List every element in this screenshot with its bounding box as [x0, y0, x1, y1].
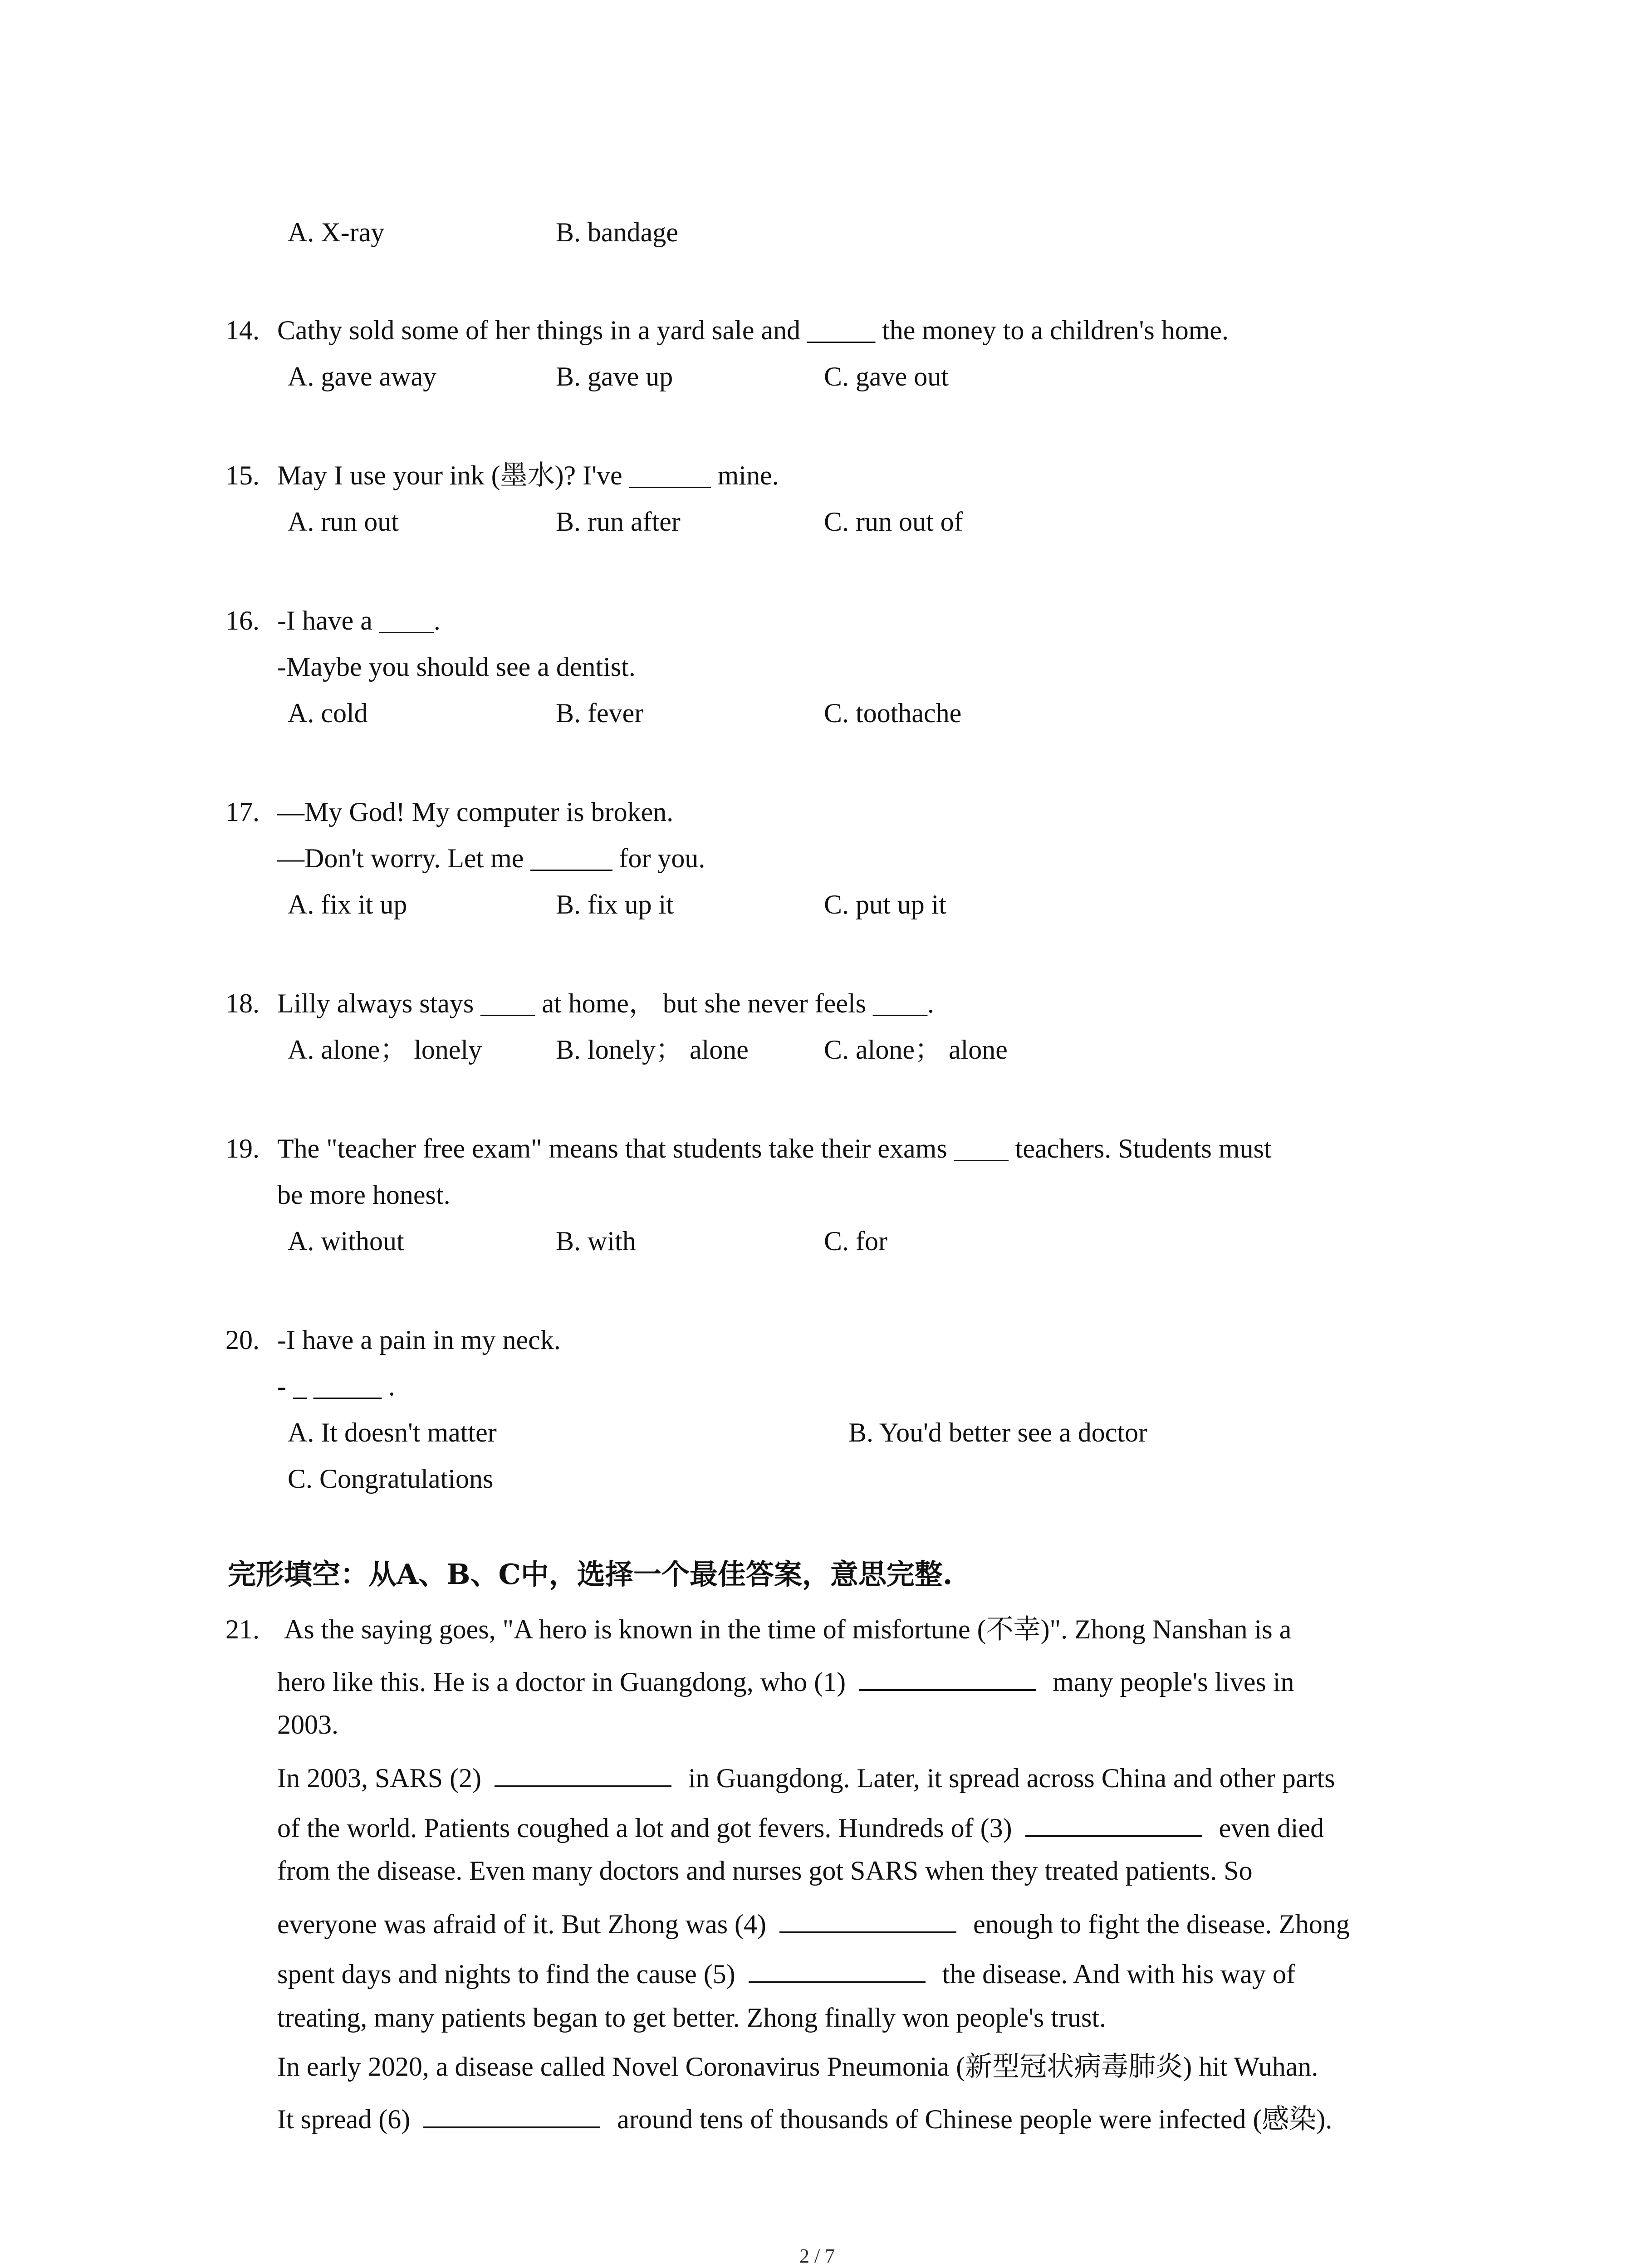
- q16-line-2: -Maybe you should see a dentist.: [277, 652, 636, 682]
- q19-option-a: A. without: [288, 1226, 404, 1256]
- q21-line-4: [277, 1762, 1335, 1792]
- q14-stem: Cathy sold some of her things in a yard sale and _____ the money to a children's home.: [277, 315, 1229, 345]
- q21-line-5-part-b: even died: [1219, 1813, 1324, 1843]
- q19-number: 19.: [225, 1134, 260, 1163]
- q21-line-10: In early 2020, a disease called Novel Coronavirus Pneumonia (新型冠状病毒肺炎) hit Wuhan.: [277, 2052, 1318, 2082]
- blank-1[interactable]: [859, 1666, 1036, 1691]
- q19-option-c: C. for: [824, 1226, 887, 1256]
- q21-line-11-part-a: It spread (6): [277, 2104, 411, 2134]
- q17-option-c: C. put up it: [824, 890, 947, 919]
- q21-line-8-part-a: spent days and nights to find the cause (5): [277, 1959, 735, 1989]
- q21-line-3: 2003.: [277, 1710, 338, 1740]
- q13-option-a: A. X-ray: [288, 217, 385, 247]
- blank-3[interactable]: [1025, 1812, 1202, 1837]
- q15-number: 15.: [225, 460, 260, 490]
- q15-option-a: A. run out: [288, 507, 399, 537]
- q21-line-4-part-a: In 2003, SARS (2): [277, 1763, 482, 1793]
- q21-line-7-part-a: everyone was afraid of it. But Zhong was (4): [277, 1909, 767, 1939]
- q21-line-7: [277, 1908, 1350, 1938]
- q16-line-1: -I have a ____.: [277, 606, 441, 635]
- blank-4[interactable]: [779, 1908, 956, 1933]
- q14-option-a: A. gave away: [288, 362, 437, 391]
- q21-line-7-part-b: enough to fight the disease. Zhong: [973, 1909, 1350, 1939]
- q18-option-b: B. lonely； alone: [556, 1035, 749, 1065]
- q21-number: 21.: [225, 1614, 260, 1644]
- q21-line-5-part-a: of the world. Patients coughed a lot and got fevers. Hundreds of (3): [277, 1813, 1012, 1843]
- blank-6[interactable]: [423, 2103, 600, 2128]
- q21-line-6: from the disease. Even many doctors and nurses got SARS when they treated patients. So: [277, 1856, 1253, 1886]
- q16-option-c: C. toothache: [824, 698, 962, 728]
- q17-option-a: A. fix it up: [288, 890, 407, 919]
- q21-line-8: [277, 1958, 1295, 1988]
- q18-number: 18.: [225, 988, 260, 1018]
- q14-option-c: C. gave out: [824, 362, 949, 391]
- q16-number: 16.: [225, 606, 260, 635]
- q19-option-b: B. with: [556, 1226, 636, 1256]
- q15-stem: May I use your ink (墨水)? I've ______ mine.: [277, 460, 779, 490]
- q21-line-4-part-b: in Guangdong. Later, it spread across China and other parts: [688, 1763, 1335, 1793]
- q17-line-2: —Don't worry. Let me ______ for you.: [277, 843, 705, 873]
- q21-line-5: [277, 1812, 1324, 1842]
- q21-line-2: [277, 1666, 1294, 1696]
- blank-2[interactable]: [495, 1762, 671, 1787]
- q20-option-c: C. Congratulations: [288, 1464, 494, 1494]
- q13-option-b: B. bandage: [556, 217, 678, 247]
- q20-option-b: B. You'd better see a doctor: [848, 1418, 1148, 1447]
- q18-option-c: C. alone； alone: [824, 1035, 1008, 1065]
- q20-number: 20.: [225, 1325, 260, 1355]
- q21-line-8-part-b: the disease. And with his way of: [942, 1959, 1295, 1989]
- q18-stem: Lilly always stays ____ at home， but she never feels ____.: [277, 988, 935, 1018]
- q15-option-c: C. run out of: [824, 507, 963, 537]
- q21-line-11: [277, 2103, 1332, 2133]
- q16-option-b: B. fever: [556, 698, 644, 728]
- q20-line-2: - _ _____ .: [277, 1371, 395, 1401]
- q21-line-1: As the saying goes, "A hero is known in the time of misfortune (不幸)". Zhong Nanshan is a: [284, 1614, 1292, 1644]
- q16-option-a: A. cold: [288, 698, 368, 728]
- q17-number: 17.: [225, 797, 260, 827]
- q17-option-b: B. fix up it: [556, 890, 674, 919]
- q15-option-b: B. run after: [556, 507, 681, 537]
- q21-line-9: treating, many patients began to get better. Zhong finally won people's trust.: [277, 2003, 1107, 2033]
- q20-line-1: -I have a pain in my neck.: [277, 1325, 561, 1355]
- q14-number: 14.: [225, 315, 260, 345]
- q21-line-11-part-b: around tens of thousands of Chinese people were infected (感染).: [617, 2104, 1332, 2134]
- q18-option-a: A. alone； lonely: [288, 1035, 482, 1065]
- q19-line-1: The "teacher free exam" means that students take their exams ____ teachers. Students must: [277, 1134, 1272, 1163]
- blank-5[interactable]: [749, 1958, 926, 1983]
- q20-option-a: A. It doesn't matter: [288, 1418, 497, 1447]
- q21-line-2-part-b: many people's lives in: [1053, 1667, 1294, 1697]
- q21-line-2-part-a: hero like this. He is a doctor in Guangdong, who (1): [277, 1667, 846, 1697]
- page-number: 2 / 7: [799, 2245, 835, 2267]
- q14-option-b: B. gave up: [556, 362, 673, 391]
- q17-line-1: —My God! My computer is broken.: [277, 797, 674, 827]
- section-heading: 完形填空：从A、B、C中，选择一个最佳答案，意思完整.: [228, 1558, 953, 1591]
- q19-line-2: be more honest.: [277, 1180, 451, 1210]
